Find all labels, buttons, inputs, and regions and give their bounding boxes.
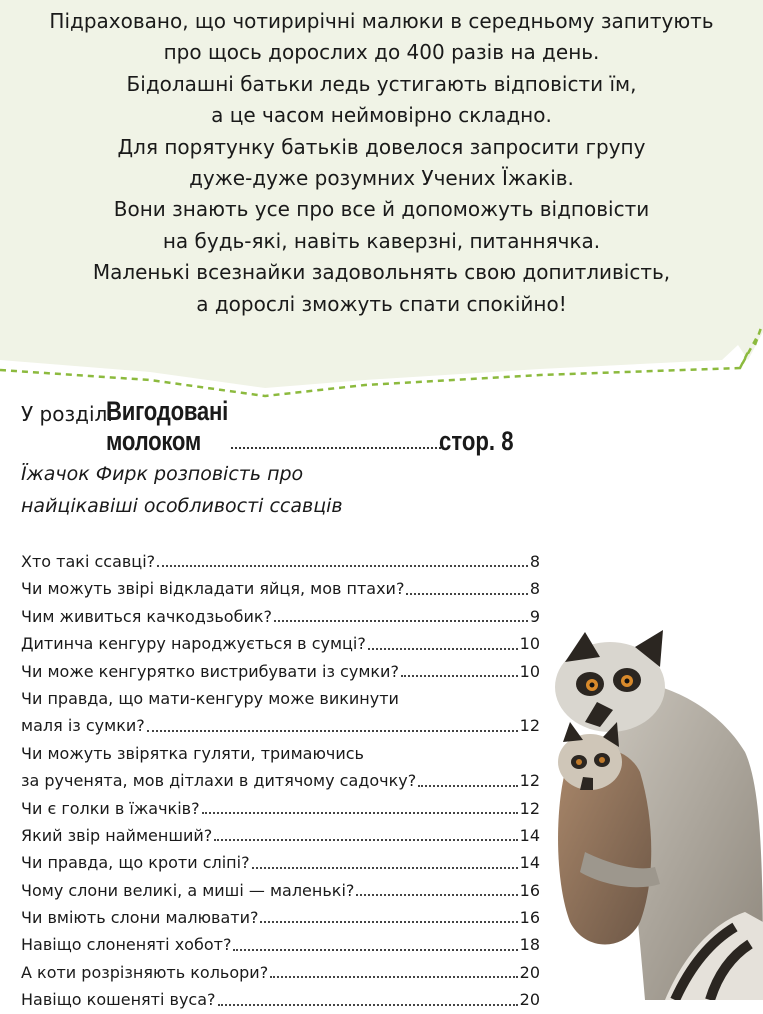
toc-question: маля із сумки? xyxy=(21,716,145,736)
toc-row xyxy=(21,712,540,739)
toc-row xyxy=(21,931,540,958)
toc-page-number: 12 xyxy=(519,716,540,736)
section-heading xyxy=(21,396,561,466)
intro-line: Бідолашні батьки ледь устигають відповісти їм, xyxy=(126,71,637,96)
toc-leader-dots xyxy=(218,1003,518,1006)
toc-question: Чи можуть звірятка гуляти, тримаючись xyxy=(21,743,364,763)
toc-leader-dots xyxy=(401,674,518,677)
toc-leader-dots xyxy=(274,619,528,622)
toc-leader-dots xyxy=(252,866,518,869)
section-desc-line: найцікавіші особливості ссавців xyxy=(21,495,343,517)
toc-row xyxy=(21,685,540,712)
intro-line: Маленькі всезнайки задовольнять свою допитливість, xyxy=(92,260,671,285)
toc-row xyxy=(21,658,540,685)
toc-page-number: 8 xyxy=(529,579,540,599)
toc-row xyxy=(21,877,540,904)
toc-leader-dots xyxy=(356,893,517,896)
toc-question: Чи вміють слони малювати? xyxy=(21,908,259,928)
toc-leader-dots xyxy=(147,729,518,732)
toc-question: Який звір найменший? xyxy=(21,825,213,845)
toc-row xyxy=(21,575,540,602)
toc-row xyxy=(21,740,540,767)
toc-row xyxy=(21,904,540,931)
toc-leader-dots xyxy=(202,811,518,814)
toc-leader-dots xyxy=(270,975,517,978)
toc-question: Навіщо кошеняті вуса? xyxy=(21,990,216,1010)
toc-leader-dots xyxy=(406,592,527,595)
toc-leader-dots xyxy=(260,920,517,923)
section-prefix: У розділі xyxy=(21,402,113,426)
toc-row xyxy=(21,959,540,986)
toc-question: Чи правда, що кроти сліпі? xyxy=(21,853,250,873)
toc-page-number: 10 xyxy=(519,661,540,681)
toc-leader-dots xyxy=(214,838,517,841)
intro-line: про щось дорослих до 400 разів на день. xyxy=(163,40,600,65)
toc-page-number: 20 xyxy=(519,990,540,1010)
toc-leader-dots xyxy=(157,564,528,567)
section-leader-dots xyxy=(231,447,441,449)
toc-page-number: 16 xyxy=(519,908,540,928)
toc-page-number: 14 xyxy=(519,853,540,873)
intro-line: а це часом неймовірно складно. xyxy=(211,103,552,128)
section-description xyxy=(21,458,343,522)
toc-page-number: 20 xyxy=(519,962,540,982)
section-desc-line: Їжачок Фирк розповість про xyxy=(21,463,304,485)
toc-question: Навіщо слоненяті хобот? xyxy=(21,935,232,955)
toc-question: Хто такі ссавці? xyxy=(21,552,156,571)
toc-row xyxy=(21,849,540,876)
intro-line: Вони знають усе про все й допоможуть відповісти xyxy=(113,197,650,222)
toc-question: Чому слони великі, а миші — маленькі? xyxy=(21,880,355,900)
toc-page-number: 12 xyxy=(519,798,540,818)
intro-line: на будь-які, навіть каверзні, питаннячка. xyxy=(162,228,601,253)
toc-row xyxy=(21,795,540,822)
toc-page-number: 12 xyxy=(519,771,540,791)
section-title-line2: молоком xyxy=(106,426,202,456)
intro-line: дуже-дуже розумних Учених Їжаків. xyxy=(189,166,574,191)
intro-line: Підраховано, що чотирирічні малюки в середньому запитують xyxy=(49,9,714,33)
toc-page-number: 8 xyxy=(529,552,540,571)
toc-question: Дитинча кенгуру народжується в сумці? xyxy=(21,634,366,654)
lemur-photo xyxy=(545,622,763,1000)
section-title-line1: Вигодовані xyxy=(106,396,229,426)
section-page: стор. 8 xyxy=(439,426,514,456)
toc-leader-dots xyxy=(233,948,517,951)
toc-row xyxy=(21,630,540,657)
intro-panel xyxy=(0,0,763,390)
toc-question: Чим живиться качкодзьобик? xyxy=(21,606,273,626)
intro-line: Для порятунку батьків довелося запросити групу xyxy=(117,134,646,159)
toc-question: за рученята, мов дітлахи в дитячому садочку? xyxy=(21,771,417,791)
toc-page-number: 16 xyxy=(519,880,540,900)
toc-question: Чи правда, що мати-кенгуру може викинути xyxy=(21,688,399,708)
toc-leader-dots xyxy=(418,784,517,787)
toc-row xyxy=(21,548,540,575)
toc-row xyxy=(21,767,540,794)
toc-page-number: 14 xyxy=(519,825,540,845)
table-of-contents xyxy=(21,548,540,1014)
toc-page-number: 10 xyxy=(519,634,540,654)
toc-question: А коти розрізняють кольори? xyxy=(21,962,269,982)
toc-page-number: 9 xyxy=(529,606,540,626)
intro-line: а дорослі зможуть спати спокійно! xyxy=(196,291,567,316)
toc-question: Чи можуть звірі відкладати яйця, мов птахи? xyxy=(21,579,405,599)
toc-row xyxy=(21,603,540,630)
intro-text xyxy=(0,6,763,320)
toc-question: Чи може кенгурятко вистрибувати із сумки? xyxy=(21,661,399,681)
toc-page-number: 18 xyxy=(519,935,540,955)
toc-leader-dots xyxy=(368,647,518,650)
toc-question: Чи є голки в їжачків? xyxy=(21,798,200,818)
toc-row xyxy=(21,822,540,849)
